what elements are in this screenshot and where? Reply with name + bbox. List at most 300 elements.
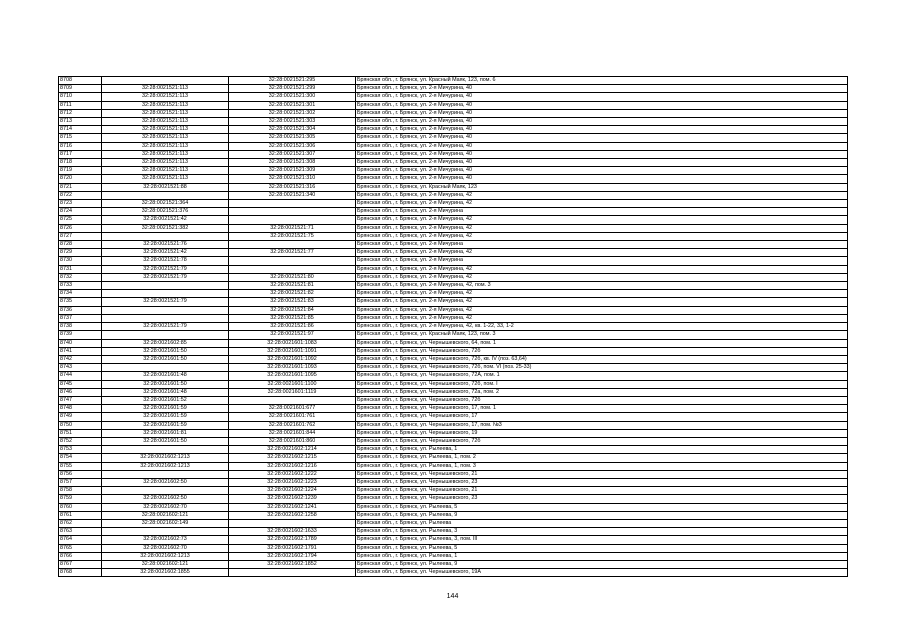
- parcel-number-cell: 32:28:0021601:59: [102, 413, 229, 421]
- object-number-cell: 32:28:0021521:295: [229, 77, 356, 85]
- object-number-cell: 32:28:0021602:1214: [229, 446, 356, 454]
- row-number-cell: 8718: [59, 159, 102, 167]
- address-cell: Брянская обл., г. Брянск, ул. Чернышевского, 19: [356, 429, 848, 437]
- table-row: [59, 462, 848, 470]
- table-row: [59, 446, 848, 454]
- table-row: [59, 380, 848, 388]
- parcel-number-cell: 32:28:0021521:382: [102, 224, 229, 232]
- object-number-cell: [229, 396, 356, 404]
- register-table: [58, 76, 848, 577]
- row-number-cell: 8751: [59, 429, 102, 437]
- table-row: [59, 109, 848, 117]
- table-row: [59, 478, 848, 486]
- row-number-cell: 8744: [59, 372, 102, 380]
- row-number-cell: 8715: [59, 134, 102, 142]
- address-cell: Брянская обл., г. Брянск, ул. 2-я Мичурина: [356, 257, 848, 265]
- object-number-cell: 32:28:0021521:86: [229, 323, 356, 331]
- parcel-number-cell: 32:28:0021602:121: [102, 560, 229, 568]
- address-cell: Брянская обл., г. Брянск, ул. 2-я Мичурина, 40: [356, 118, 848, 126]
- table-row: [59, 413, 848, 421]
- object-number-cell: 32:28:0021602:1852: [229, 560, 356, 568]
- parcel-number-cell: [102, 487, 229, 495]
- register-table-body: [59, 77, 848, 577]
- object-number-cell: [229, 241, 356, 249]
- row-number-cell: 8741: [59, 347, 102, 355]
- object-number-cell: 32:28:0021601:860: [229, 437, 356, 445]
- object-number-cell: [229, 208, 356, 216]
- table-row: [59, 355, 848, 363]
- address-cell: Брянская обл., г. Брянск, ул. Рылеева: [356, 519, 848, 527]
- object-number-cell: 32:28:0021521:75: [229, 232, 356, 240]
- table-row: [59, 208, 848, 216]
- table-row: [59, 298, 848, 306]
- parcel-number-cell: 32:28:0021521:376: [102, 208, 229, 216]
- parcel-number-cell: 32:28:0021521:113: [102, 101, 229, 109]
- address-cell: Брянская обл., г. Брянск, ул. 2-я Мичурина: [356, 241, 848, 249]
- table-row: [59, 331, 848, 339]
- row-number-cell: 8735: [59, 298, 102, 306]
- object-number-cell: 32:28:0021601:762: [229, 421, 356, 429]
- address-cell: Брянская обл., г. Брянск, ул. 2-я Мичурина, 42: [356, 298, 848, 306]
- address-cell: Брянская обл., г. Брянск, ул. 2-я Мичурина, 40: [356, 159, 848, 167]
- address-cell: Брянская обл., г. Брянск, ул. 2-я Мичурина, 42, пом. 3: [356, 282, 848, 290]
- parcel-number-cell: 32:28:0021521:113: [102, 126, 229, 134]
- table-row: [59, 183, 848, 191]
- address-cell: Брянская обл., г. Брянск, ул. Чернышевского, 72а, пом. 2: [356, 388, 848, 396]
- table-row: [59, 470, 848, 478]
- address-cell: Брянская обл., г. Брянск, ул. 2-я Мичурина, 42: [356, 232, 848, 240]
- parcel-number-cell: 32:28:0021521:79: [102, 298, 229, 306]
- address-cell: Брянская обл., г. Брянск, ул. 2-я Мичурина, 42, кв. 1-22, 33, 1-2: [356, 323, 848, 331]
- table-row: [59, 388, 848, 396]
- object-number-cell: 32:28:0021602:1222: [229, 470, 356, 478]
- parcel-number-cell: 32:28:0021521:113: [102, 118, 229, 126]
- parcel-number-cell: 32:28:0021601:59: [102, 421, 229, 429]
- row-number-cell: 8738: [59, 323, 102, 331]
- row-number-cell: 8712: [59, 109, 102, 117]
- address-cell: Брянская обл., г. Брянск, ул. Рылеева, 3: [356, 528, 848, 536]
- table-row: [59, 364, 848, 372]
- address-cell: Брянская обл., г. Брянск, ул. Чернышевского, 72б, кв. IV (поз. 63,64): [356, 355, 848, 363]
- parcel-number-cell: [102, 77, 229, 85]
- address-cell: Брянская обл., г. Брянск, ул. Чернышевского, 72б: [356, 347, 848, 355]
- address-cell: Брянская обл., г. Брянск, ул. 2-я Мичурина, 40: [356, 142, 848, 150]
- row-number-cell: 8723: [59, 200, 102, 208]
- address-cell: Брянская обл., г. Брянск, ул. Красный Маяк, 123, пом. 3: [356, 331, 848, 339]
- table-row: [59, 314, 848, 322]
- object-number-cell: 32:28:0021601:1119: [229, 388, 356, 396]
- table-row: [59, 167, 848, 175]
- parcel-number-cell: 32:28:0021602:50: [102, 495, 229, 503]
- parcel-number-cell: 32:28:0021601:50: [102, 347, 229, 355]
- parcel-number-cell: [102, 470, 229, 478]
- parcel-number-cell: [102, 364, 229, 372]
- object-number-cell: [229, 569, 356, 577]
- table-row: [59, 191, 848, 199]
- address-cell: Брянская обл., г. Брянск, ул. 2-я Мичурина, 42: [356, 224, 848, 232]
- row-number-cell: 8720: [59, 175, 102, 183]
- row-number-cell: 8749: [59, 413, 102, 421]
- object-number-cell: [229, 265, 356, 273]
- table-row: [59, 454, 848, 462]
- parcel-number-cell: 32:28:0021601:48: [102, 372, 229, 380]
- row-number-cell: 8732: [59, 273, 102, 281]
- row-number-cell: 8768: [59, 569, 102, 577]
- row-number-cell: 8765: [59, 544, 102, 552]
- parcel-number-cell: 32:28:0021521:79: [102, 265, 229, 273]
- row-number-cell: 8754: [59, 454, 102, 462]
- address-cell: Брянская обл., г. Брянск, ул. Рылеева, 1: [356, 446, 848, 454]
- object-number-cell: 32:28:0021521:81: [229, 282, 356, 290]
- parcel-number-cell: [102, 528, 229, 536]
- object-number-cell: 32:28:0021521:306: [229, 142, 356, 150]
- row-number-cell: 8740: [59, 339, 102, 347]
- table-row: [59, 560, 848, 568]
- parcel-number-cell: 32:28:0021602:1213: [102, 454, 229, 462]
- address-cell: Брянская обл., г. Брянск, ул. Чернышевского, 17, пом. 1: [356, 405, 848, 413]
- object-number-cell: 32:28:0021602:1224: [229, 487, 356, 495]
- table-row: [59, 519, 848, 527]
- object-number-cell: 32:28:0021521:304: [229, 126, 356, 134]
- address-cell: Брянская обл., г. Брянск, ул. 2-я Мичурина, 40: [356, 126, 848, 134]
- table-row: [59, 405, 848, 413]
- table-row: [59, 339, 848, 347]
- row-number-cell: 8724: [59, 208, 102, 216]
- object-number-cell: 32:28:0021602:1215: [229, 454, 356, 462]
- row-number-cell: 8745: [59, 380, 102, 388]
- address-cell: Брянская обл., г. Брянск, ул. 2-я Мичурина, 42: [356, 216, 848, 224]
- address-cell: Брянская обл., г. Брянск, ул. Чернышевского, 19А: [356, 569, 848, 577]
- object-number-cell: 32:28:0021521:82: [229, 290, 356, 298]
- address-cell: Брянская обл., г. Брянск, ул. Чернышевского, 23: [356, 495, 848, 503]
- address-cell: Брянская обл., г. Брянск, ул. Красный Маяк, 123: [356, 183, 848, 191]
- row-number-cell: 8734: [59, 290, 102, 298]
- row-number-cell: 8766: [59, 552, 102, 560]
- parcel-number-cell: [102, 331, 229, 339]
- address-cell: Брянская обл., г. Брянск, ул. Чернышевского, 72б: [356, 396, 848, 404]
- object-number-cell: [229, 257, 356, 265]
- parcel-number-cell: [102, 446, 229, 454]
- object-number-cell: 32:28:0021601:1083: [229, 339, 356, 347]
- object-number-cell: 32:28:0021521:300: [229, 93, 356, 101]
- parcel-number-cell: 32:28:0021601:50: [102, 380, 229, 388]
- table-row: [59, 273, 848, 281]
- row-number-cell: 8708: [59, 77, 102, 85]
- row-number-cell: 8727: [59, 232, 102, 240]
- address-cell: Брянская обл., г. Брянск, ул. 2-я Мичурина, 42: [356, 290, 848, 298]
- parcel-number-cell: 32:28:0021602:70: [102, 544, 229, 552]
- object-number-cell: 32:28:0021602:1791: [229, 544, 356, 552]
- table-row: [59, 200, 848, 208]
- address-cell: Брянская обл., г. Брянск, ул. 2-я Мичурина, 42: [356, 200, 848, 208]
- address-cell: Брянская обл., г. Брянск, ул. 2-я Мичурина, 40: [356, 109, 848, 117]
- address-cell: Брянская обл., г. Брянск, ул. 2-я Мичурина, 42: [356, 273, 848, 281]
- table-row: [59, 421, 848, 429]
- parcel-number-cell: 32:28:0021602:149: [102, 519, 229, 527]
- object-number-cell: 32:28:0021602:1241: [229, 503, 356, 511]
- row-number-cell: 8739: [59, 331, 102, 339]
- table-row: [59, 429, 848, 437]
- object-number-cell: [229, 216, 356, 224]
- address-cell: Брянская обл., г. Брянск, ул. 2-я Мичурина, 42: [356, 191, 848, 199]
- object-number-cell: 32:28:0021521:305: [229, 134, 356, 142]
- table-row: [59, 347, 848, 355]
- object-number-cell: 32:28:0021521:309: [229, 167, 356, 175]
- row-number-cell: 8716: [59, 142, 102, 150]
- row-number-cell: 8730: [59, 257, 102, 265]
- object-number-cell: 32:28:0021521:80: [229, 273, 356, 281]
- address-cell: Брянская обл., г. Брянск, ул. 2-я Мичурина, 40: [356, 175, 848, 183]
- table-row: [59, 216, 848, 224]
- parcel-number-cell: 32:28:0021601:59: [102, 405, 229, 413]
- table-row: [59, 495, 848, 503]
- parcel-number-cell: [102, 290, 229, 298]
- row-number-cell: 8762: [59, 519, 102, 527]
- row-number-cell: 8750: [59, 421, 102, 429]
- parcel-number-cell: 32:28:0021521:113: [102, 134, 229, 142]
- address-cell: Брянская обл., г. Брянск, ул. Рылеева, 1, пом. 2: [356, 454, 848, 462]
- address-cell: Брянская обл., г. Брянск, ул. 2-я Мичурина, 42: [356, 249, 848, 257]
- object-number-cell: [229, 519, 356, 527]
- row-number-cell: 8729: [59, 249, 102, 257]
- row-number-cell: 8752: [59, 437, 102, 445]
- object-number-cell: 32:28:0021521:308: [229, 159, 356, 167]
- address-cell: Брянская обл., г. Брянск, ул. Рылеева, 5: [356, 544, 848, 552]
- parcel-number-cell: 32:28:0021521:113: [102, 142, 229, 150]
- row-number-cell: 8710: [59, 93, 102, 101]
- parcel-number-cell: [102, 191, 229, 199]
- address-cell: Брянская обл., г. Брянск, ул. 2-я Мичурина, 40: [356, 101, 848, 109]
- object-number-cell: 32:28:0021521:299: [229, 85, 356, 93]
- row-number-cell: 8713: [59, 118, 102, 126]
- row-number-cell: 8731: [59, 265, 102, 273]
- table-row: [59, 142, 848, 150]
- object-number-cell: 32:28:0021521:302: [229, 109, 356, 117]
- row-number-cell: 8743: [59, 364, 102, 372]
- address-cell: Брянская обл., г. Брянск, ул. Рылеева, 1, пом. 3: [356, 462, 848, 470]
- parcel-number-cell: [102, 282, 229, 290]
- object-number-cell: 32:28:0021521:85: [229, 314, 356, 322]
- table-row: [59, 77, 848, 85]
- address-cell: Брянская обл., г. Брянск, ул. 2-я Мичурина: [356, 208, 848, 216]
- table-row: [59, 150, 848, 158]
- parcel-number-cell: 32:28:0021521:113: [102, 109, 229, 117]
- row-number-cell: 8719: [59, 167, 102, 175]
- page-number: 144: [446, 593, 459, 600]
- table-row: [59, 511, 848, 519]
- table-row: [59, 544, 848, 552]
- table-row: [59, 85, 848, 93]
- object-number-cell: 32:28:0021602:1633: [229, 528, 356, 536]
- table-row: [59, 249, 848, 257]
- parcel-number-cell: 32:28:0021602:70: [102, 503, 229, 511]
- object-number-cell: 32:28:0021601:677: [229, 405, 356, 413]
- address-cell: Брянская обл., г. Брянск, ул. 2-я Мичурина, 40: [356, 150, 848, 158]
- parcel-number-cell: 32:28:0021521:79: [102, 273, 229, 281]
- object-number-cell: 32:28:0021521:340: [229, 191, 356, 199]
- table-row: [59, 257, 848, 265]
- table-row: [59, 265, 848, 273]
- table-row: [59, 528, 848, 536]
- row-number-cell: 8726: [59, 224, 102, 232]
- object-number-cell: 32:28:0021601:1100: [229, 380, 356, 388]
- parcel-number-cell: 32:28:0021601:52: [102, 396, 229, 404]
- parcel-number-cell: 32:28:0021602:1213: [102, 552, 229, 560]
- parcel-number-cell: 32:28:0021521:78: [102, 257, 229, 265]
- table-row: [59, 93, 848, 101]
- object-number-cell: 32:28:0021521:84: [229, 306, 356, 314]
- register-table-container: [58, 76, 848, 577]
- table-row: [59, 536, 848, 544]
- address-cell: Брянская обл., г. Брянск, ул. Чернышевского, 17, пом. №3: [356, 421, 848, 429]
- object-number-cell: 32:28:0021602:1258: [229, 511, 356, 519]
- parcel-number-cell: 32:28:0021521:113: [102, 150, 229, 158]
- address-cell: Брянская обл., г. Брянск, ул. Чернышевского, 21: [356, 487, 848, 495]
- parcel-number-cell: 32:28:0021521:113: [102, 93, 229, 101]
- object-number-cell: 32:28:0021601:1093: [229, 364, 356, 372]
- row-number-cell: 8721: [59, 183, 102, 191]
- row-number-cell: 8722: [59, 191, 102, 199]
- parcel-number-cell: 32:28:0021601:48: [102, 388, 229, 396]
- table-row: [59, 396, 848, 404]
- table-row: [59, 224, 848, 232]
- parcel-number-cell: 32:28:0021521:42: [102, 216, 229, 224]
- object-number-cell: 32:28:0021602:1223: [229, 478, 356, 486]
- address-cell: Брянская обл., г. Брянск, ул. 2-я Мичурина, 42: [356, 265, 848, 273]
- row-number-cell: 8757: [59, 478, 102, 486]
- address-cell: Брянская обл., г. Брянск, ул. 2-я Мичурина, 42: [356, 306, 848, 314]
- object-number-cell: 32:28:0021521:301: [229, 101, 356, 109]
- parcel-number-cell: [102, 306, 229, 314]
- object-number-cell: 32:28:0021521:71: [229, 224, 356, 232]
- table-row: [59, 241, 848, 249]
- row-number-cell: 8763: [59, 528, 102, 536]
- address-cell: Брянская обл., г. Брянск, ул. 2-я Мичурина, 42: [356, 314, 848, 322]
- table-row: [59, 118, 848, 126]
- row-number-cell: 8711: [59, 101, 102, 109]
- table-row: [59, 552, 848, 560]
- object-number-cell: 32:28:0021601:761: [229, 413, 356, 421]
- parcel-number-cell: 32:28:0021521:113: [102, 85, 229, 93]
- object-number-cell: 32:28:0021602:1216: [229, 462, 356, 470]
- table-row: [59, 323, 848, 331]
- parcel-number-cell: 32:28:0021521:113: [102, 167, 229, 175]
- address-cell: Брянская обл., г. Брянск, ул. Красный Маяк, 123, пом. 6: [356, 77, 848, 85]
- address-cell: Брянская обл., г. Брянск, ул. Чернышевского, 72А, пом. 1: [356, 372, 848, 380]
- address-cell: Брянская обл., г. Брянск, ул. 2-я Мичурина, 40: [356, 134, 848, 142]
- address-cell: Брянская обл., г. Брянск, ул. 2-я Мичурина, 40: [356, 167, 848, 175]
- parcel-number-cell: 32:28:0021521:76: [102, 241, 229, 249]
- parcel-number-cell: 32:28:0021602:85: [102, 339, 229, 347]
- table-row: [59, 503, 848, 511]
- table-row: [59, 134, 848, 142]
- address-cell: Брянская обл., г. Брянск, ул. Рылеева, 5: [356, 503, 848, 511]
- row-number-cell: 8717: [59, 150, 102, 158]
- object-number-cell: [229, 200, 356, 208]
- row-number-cell: 8756: [59, 470, 102, 478]
- parcel-number-cell: [102, 314, 229, 322]
- object-number-cell: 32:28:0021602:1794: [229, 552, 356, 560]
- row-number-cell: 8736: [59, 306, 102, 314]
- table-row: [59, 159, 848, 167]
- row-number-cell: 8709: [59, 85, 102, 93]
- parcel-number-cell: 32:28:0021601:50: [102, 355, 229, 363]
- row-number-cell: 8764: [59, 536, 102, 544]
- object-number-cell: 32:28:0021521:303: [229, 118, 356, 126]
- parcel-number-cell: 32:28:0021601:81: [102, 429, 229, 437]
- object-number-cell: 32:28:0021521:83: [229, 298, 356, 306]
- parcel-number-cell: 32:28:0021601:50: [102, 437, 229, 445]
- row-number-cell: 8748: [59, 405, 102, 413]
- row-number-cell: 8755: [59, 462, 102, 470]
- parcel-number-cell: 32:28:0021521:79: [102, 323, 229, 331]
- address-cell: Брянская обл., г. Брянск, ул. Чернышевского, 23: [356, 478, 848, 486]
- address-cell: Брянская обл., г. Брянск, ул. 2-я Мичурина, 40: [356, 85, 848, 93]
- address-cell: Брянская обл., г. Брянск, ул. Рылеева, 1: [356, 552, 848, 560]
- row-number-cell: 8714: [59, 126, 102, 134]
- address-cell: Брянская обл., г. Брянск, ул. 2-я Мичурина, 40: [356, 93, 848, 101]
- object-number-cell: 32:28:0021601:1091: [229, 347, 356, 355]
- row-number-cell: 8759: [59, 495, 102, 503]
- object-number-cell: 32:28:0021602:1789: [229, 536, 356, 544]
- table-row: [59, 282, 848, 290]
- parcel-number-cell: 32:28:0021602:1213: [102, 462, 229, 470]
- address-cell: Брянская обл., г. Брянск, ул. Рылеева, 3, пом. III: [356, 536, 848, 544]
- row-number-cell: 8758: [59, 487, 102, 495]
- object-number-cell: 32:28:0021521:316: [229, 183, 356, 191]
- table-row: [59, 101, 848, 109]
- parcel-number-cell: 32:28:0021602:50: [102, 478, 229, 486]
- row-number-cell: 8725: [59, 216, 102, 224]
- row-number-cell: 8767: [59, 560, 102, 568]
- object-number-cell: 32:28:0021602:1239: [229, 495, 356, 503]
- parcel-number-cell: 32:28:0021521:113: [102, 175, 229, 183]
- row-number-cell: 8733: [59, 282, 102, 290]
- table-row: [59, 372, 848, 380]
- address-cell: Брянская обл., г. Брянск, ул. Чернышевского, 72б, пом. I: [356, 380, 848, 388]
- parcel-number-cell: [102, 232, 229, 240]
- address-cell: Брянская обл., г. Брянск, ул. Рылеева, 9: [356, 511, 848, 519]
- table-row: [59, 232, 848, 240]
- table-row: [59, 437, 848, 445]
- parcel-number-cell: 32:28:0021602:1855: [102, 569, 229, 577]
- table-row: [59, 175, 848, 183]
- row-number-cell: 8761: [59, 511, 102, 519]
- table-row: [59, 487, 848, 495]
- object-number-cell: 32:28:0021601:844: [229, 429, 356, 437]
- row-number-cell: 8737: [59, 314, 102, 322]
- object-number-cell: 32:28:0021601:1092: [229, 355, 356, 363]
- address-cell: Брянская обл., г. Брянск, ул. Чернышевского, 72б: [356, 437, 848, 445]
- row-number-cell: 8742: [59, 355, 102, 363]
- row-number-cell: 8746: [59, 388, 102, 396]
- table-row: [59, 126, 848, 134]
- address-cell: Брянская обл., г. Брянск, ул. Чернышевского, 64, пом. 1: [356, 339, 848, 347]
- table-row: [59, 569, 848, 577]
- parcel-number-cell: 32:28:0021521:364: [102, 200, 229, 208]
- object-number-cell: 32:28:0021521:97: [229, 331, 356, 339]
- address-cell: Брянская обл., г. Брянск, ул. Чернышевского, 72б, пом. VI (поз. 25-33): [356, 364, 848, 372]
- object-number-cell: 32:28:0021521:310: [229, 175, 356, 183]
- object-number-cell: 32:28:0021521:77: [229, 249, 356, 257]
- address-cell: Брянская обл., г. Брянск, ул. Чернышевского, 21: [356, 470, 848, 478]
- object-number-cell: 32:28:0021601:1095: [229, 372, 356, 380]
- parcel-number-cell: 32:28:0021521:113: [102, 159, 229, 167]
- address-cell: Брянская обл., г. Брянск, ул. Чернышевского, 17: [356, 413, 848, 421]
- row-number-cell: 8760: [59, 503, 102, 511]
- parcel-number-cell: 32:28:0021521:42: [102, 249, 229, 257]
- parcel-number-cell: 32:28:0021602:121: [102, 511, 229, 519]
